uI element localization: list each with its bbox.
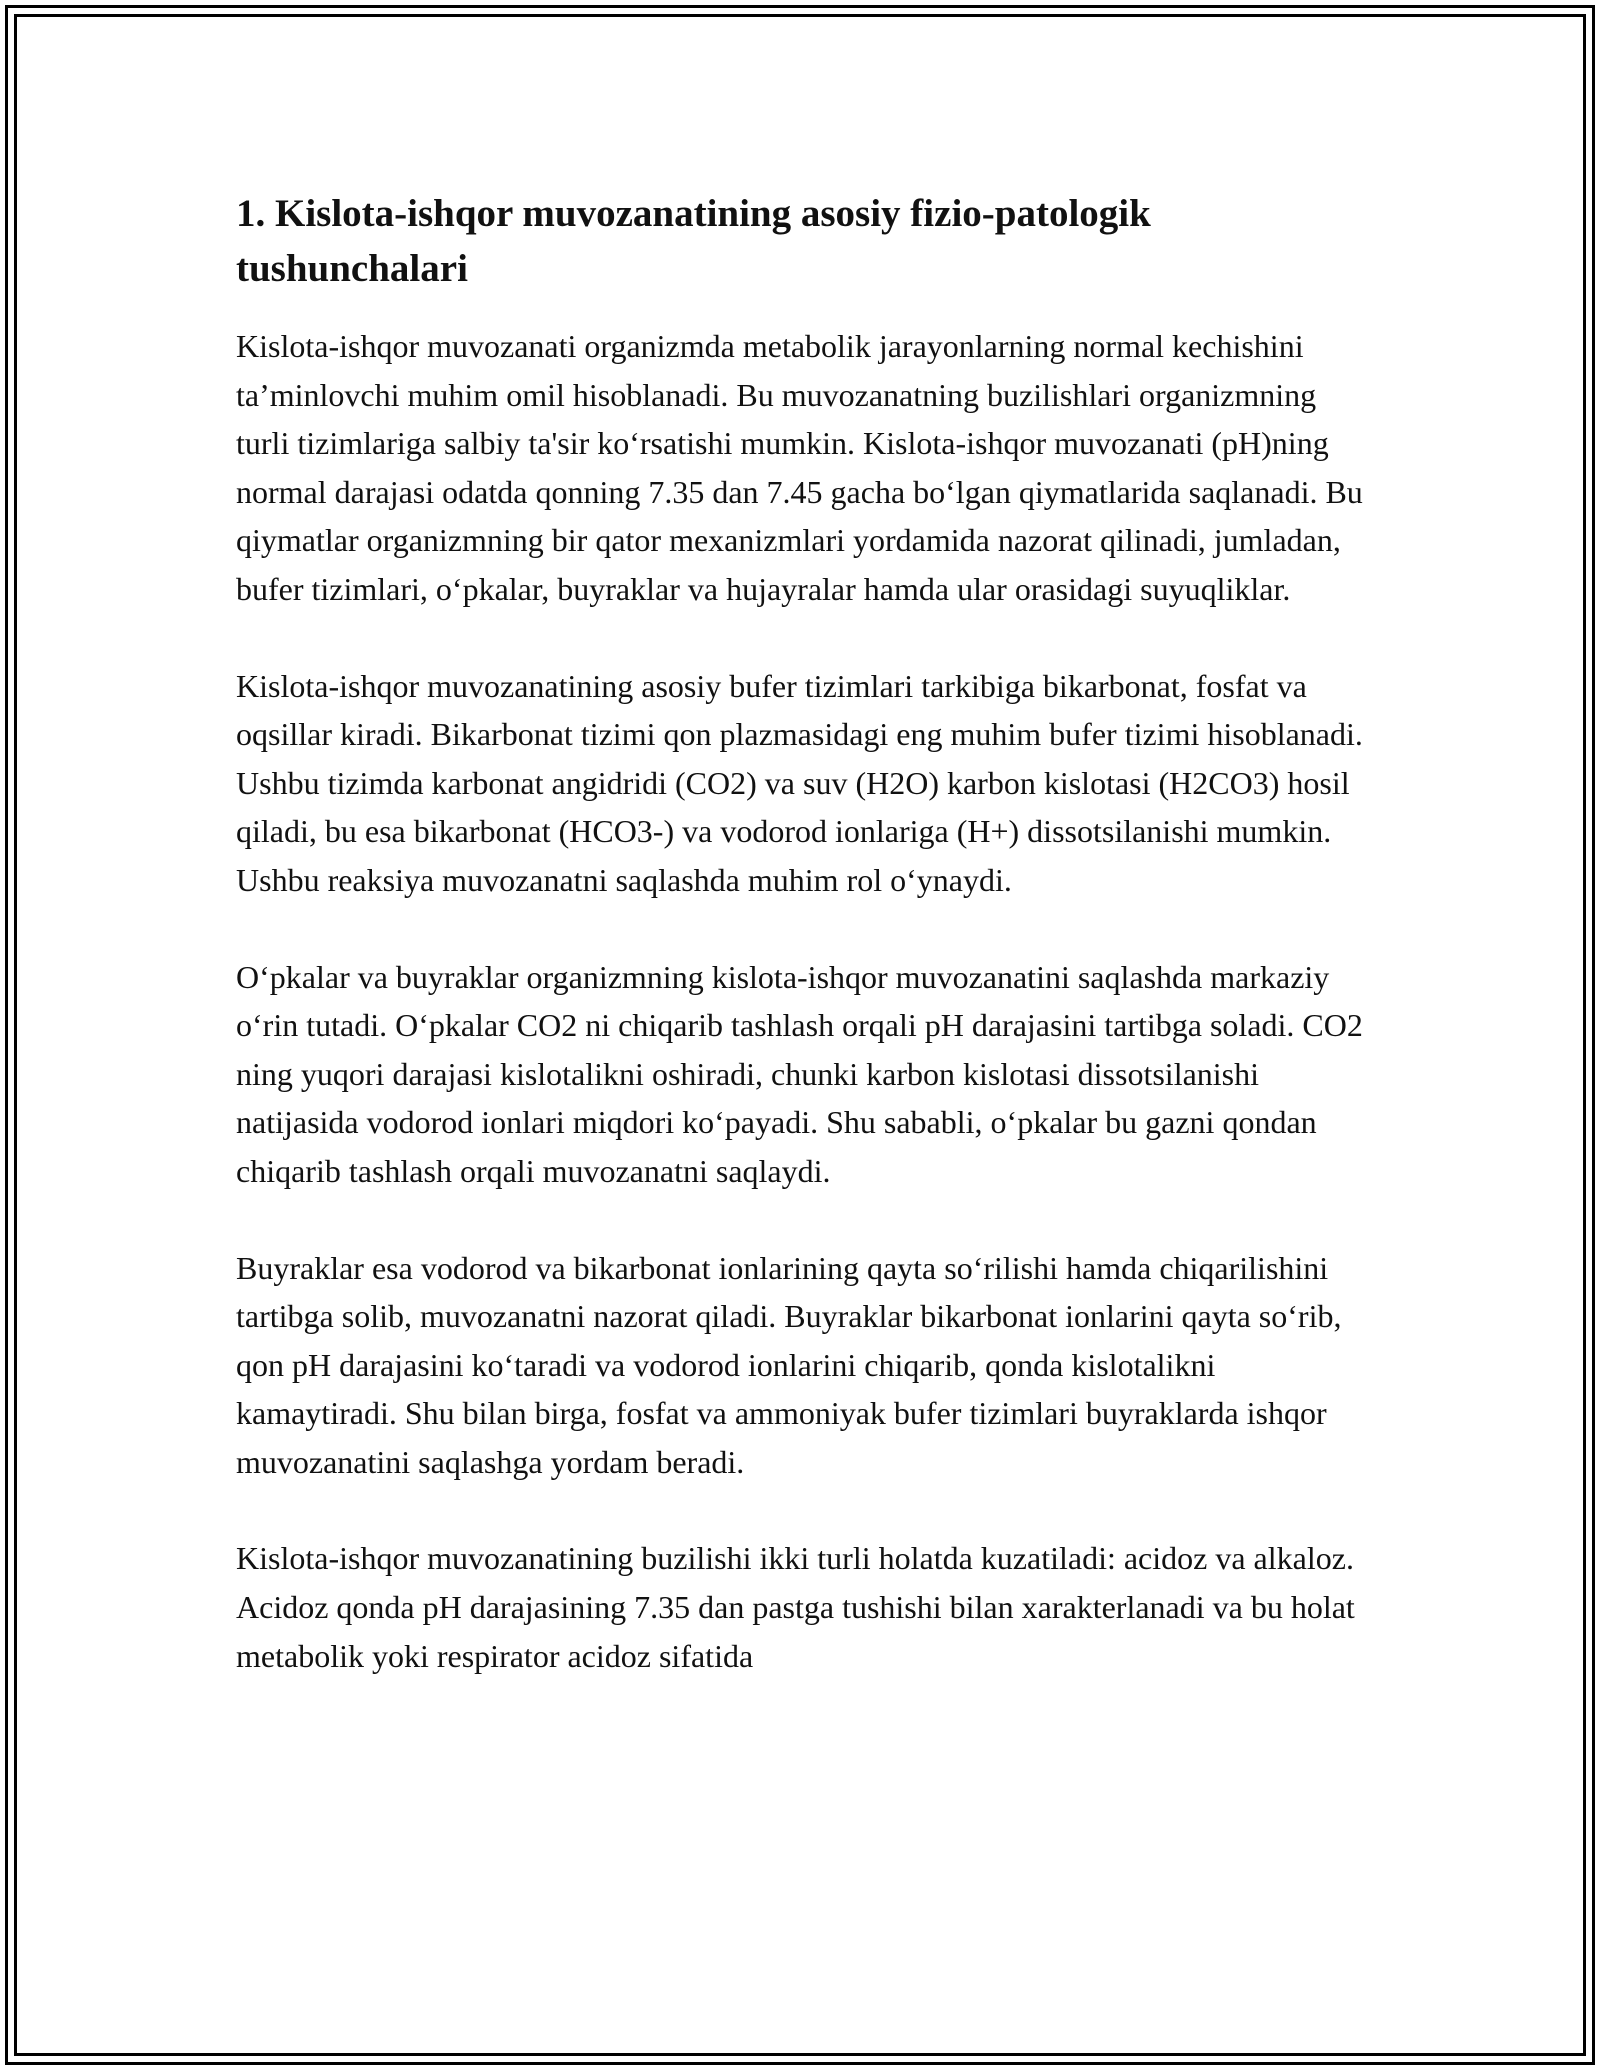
- paragraph-acidosis-alkalosis: Kislota-ishqor muvozanatining buzilishi ikki turli holatda kuzatiladi: acidoz va alkaloz. Acidoz qonda pH darajasining 7.35 dan pastga tushishi bilan xarakterlanadi va bu holat metabolik yoki respirator acidoz sifatida: [236, 1540, 1355, 1674]
- section-heading: 1. Kislota-ishqor muvozanatining asosiy fizio-patologik tushunchalari: [236, 192, 1151, 290]
- paragraph-buffer-systems: Kislota-ishqor muvozanatining asosiy bufer tizimlari tarkibiga bikarbonat, fosfat va oqsillar kiradi. Bikarbonat tizimi qon plazmasidagi eng muhim bufer tizimi hisoblanadi. Ushbu tizimda karbonat angidridi (CO2) va suv (H2O) karbon kislotasi (H2CO3) hosil qiladi, bu esa bikarbonat (HCO3-) va vodorod ionlariga (H+) dissotsilanishi mumkin. Ushbu reaksiya muvozanatni saqlashda muhim rol o‘ynaydi.: [236, 667, 1363, 898]
- paragraph-lungs-kidneys: O‘pkalar va buyraklar organizmning kislota-ishqor muvozanatini saqlashda markaziy o‘rin tutadi. O‘pkalar CO2 ni chiqarib tashlash orqali pH darajasini tartibga soladi. CO2 ning yuqori darajasi kislotalikni oshiradi, chunki karbon kislotasi dissotsilanishi natijasida vodorod ionlari miqdori ko‘payadi. Shu sababli, o‘pkalar bu gazni qondan chiqarib tashlash orqali muvozanatni saqlaydi.: [236, 958, 1363, 1189]
- paragraph-ph-overview: Kislota-ishqor muvozanati organizmda metabolik jarayonlarning normal kechishini ta’minlovchi muhim omil hisoblanadi. Bu muvozanatning buzilishlari organizmning turli tizimlariga salbiy ta'sir ko‘rsatishi mumkin. Kislota-ishqor muvozanati (pH)ning normal darajasi odatda qonning 7.35 dan 7.45 gacha bo‘lgan qiymatlarida saqlanadi. Bu qiymatlar organizmning bir qator mexanizmlari yordamida nazorat qilinadi, jumladan, bufer tizimlari, o‘pkalar, buyraklar va hujayralar hamda ular orasidagi suyuqliklar.: [236, 328, 1363, 607]
- document-content: [236, 186, 1376, 1728]
- document-body: [236, 322, 1376, 1680]
- paragraph-kidney-regulation: Buyraklar esa vodorod va bikarbonat ionlarining qayta so‘rilishi hamda chiqarilishini tartibga solib, muvozanatni nazorat qiladi. Buyraklar bikarbonat ionlarini qayta so‘rib, qon pH darajasini ko‘taradi va vodorod ionlarini chiqarib, qonda kislotalikni kamaytiradi. Shu bilan birga, fosfat va ammoniyak bufer tizimlari buyraklarda ishqor muvozanatini saqlashga yordam beradi.: [236, 1249, 1342, 1480]
